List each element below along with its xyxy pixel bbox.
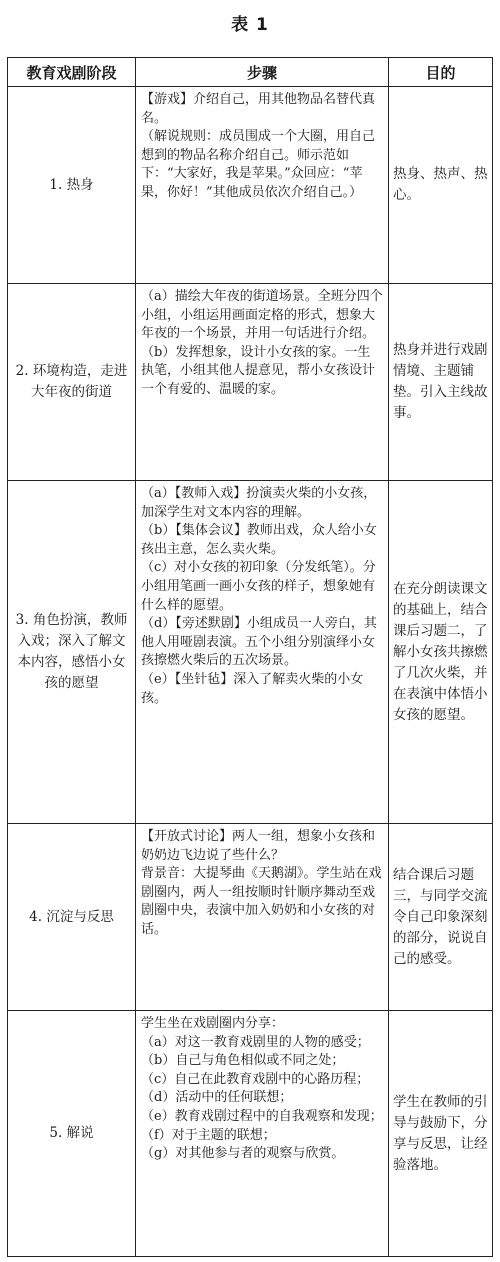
step-text: 背景音：大提琴曲《天鹅湖》。学生站在戏剧圈内，两人一组按顺时针顺序舞动至戏剧圈中央，表演中加入奶奶和小女孩的对话。 xyxy=(141,866,382,937)
stage-cell: 4. 沉淀与反思 xyxy=(8,824,136,1011)
goal-cell: 学生在教师的引导与鼓励下，分享与反思，让经验落地。 xyxy=(389,1011,493,1257)
step-text: （a）【教师入戏】扮演卖火柴的小女孩，加深学生对文本内容的理解。 xyxy=(141,486,377,520)
step-text: （a）对这一教育戏剧里的人物的感受； xyxy=(141,1034,370,1050)
goal-cell: 结合课后习题三，与同学交流令自己印象深刻的部分，说说自己的感受。 xyxy=(389,824,493,1011)
step-text: （b）【集体会议】教师出戏，众人给小女孩出主意，怎么卖火柴。 xyxy=(141,523,377,557)
steps-cell xyxy=(136,87,389,284)
stage-cell: 3. 角色扮演，教师入戏；深入了解文本内容，感悟小女孩的愿望 xyxy=(8,481,136,824)
step-text: 【游戏】介绍自己，用其他物品名替代真名。 xyxy=(141,92,376,126)
step-text: （f）对于主题的联想； xyxy=(141,1127,276,1143)
step-text: （解说规则：成员围成一个大圈，用自己想到的物品名称介绍自己。师示范如下：“大家好，我是苹果。”众回应：“苹果，你好！”其他成员依次介绍自己。） xyxy=(141,129,376,200)
step-text: （b）发挥想象，设计小女孩的家。一生执笔，小组其他人提意见，帮小女孩设计一个有爱的、温暖的家。 xyxy=(141,344,376,397)
table-title: 表 1 xyxy=(231,15,269,35)
steps-cell xyxy=(136,481,389,824)
step-text: （d）【旁述默剧】小组成员一人旁白，其他人用哑剧表演。五个小组分别演绎小女孩擦燃火柴后的五次场景。 xyxy=(141,616,377,669)
table-row xyxy=(8,284,493,481)
step-text: （a）描绘大年夜的街道场景。全班分四个小组，小组运用画面定格的形式，想象大年夜的一个场景，并用一句话进行介绍。 xyxy=(141,289,383,342)
step-text: （g）对其他参与者的观察与欣赏。 xyxy=(141,1146,345,1162)
table-row xyxy=(8,1011,493,1257)
step-text: 【开放式讨论】两人一组，想象小女孩和奶奶边飞边说了些什么？ xyxy=(141,829,376,863)
step-text: （e）教育戏剧过程中的自我观察和发现； xyxy=(141,1108,383,1124)
step-text: （e）【坐针毡】深入了解卖火柴的小女孩。 xyxy=(141,671,364,706)
step-text: 学生坐在戏剧圈内分享： xyxy=(141,1016,285,1031)
goal-cell: 热身并进行戏剧情境、主题铺垫。引入主线故事。 xyxy=(389,284,493,481)
stage-cell: 5. 解说 xyxy=(8,1011,136,1257)
goal-cell: 热身、热声、热心。 xyxy=(389,87,493,284)
step-text: （d）活动中的任何联想； xyxy=(141,1090,293,1106)
step-text: （b）自己与角色相似或不同之处； xyxy=(141,1053,345,1069)
table-row xyxy=(8,481,493,824)
table-header-row xyxy=(8,58,493,87)
table-row xyxy=(8,87,493,284)
steps-cell xyxy=(136,824,389,1011)
goal-cell: 在充分朗读课文的基础上，结合课后习题二，了解小女孩共擦燃了几次火柴，并在表演中体悟小女孩的愿望。 xyxy=(389,481,493,824)
table-row xyxy=(8,824,493,1011)
header-stage: 教育戏剧阶段 xyxy=(8,58,136,87)
steps-cell xyxy=(136,284,389,481)
step-text: （c）对小女孩的初印象（分发纸笔）。分小组用笔画一画小女孩的样子，想象她有什么样的愿望。 xyxy=(141,560,376,613)
header-steps: 步骤 xyxy=(136,58,389,87)
stage-cell: 1. 热身 xyxy=(8,87,136,284)
drama-stages-table xyxy=(7,57,493,1257)
header-goal: 目的 xyxy=(389,58,493,87)
step-text: （c）自己在此教育戏剧中的心路历程； xyxy=(141,1071,370,1087)
stage-cell: 2. 环境构造，走进大年夜的街道 xyxy=(8,284,136,481)
steps-cell xyxy=(136,1011,389,1257)
